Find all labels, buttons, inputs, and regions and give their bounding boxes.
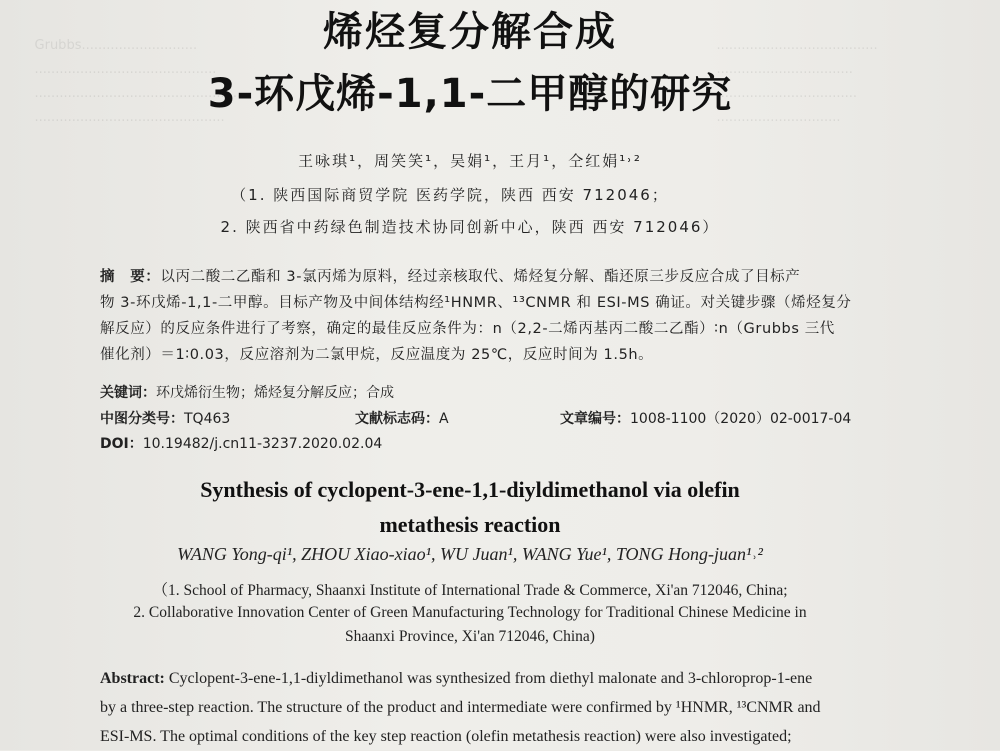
abstract-cn-label: 摘 要：: [100, 269, 161, 285]
title-cn-line1: 烯烃复分解合成: [323, 9, 617, 55]
title-cn-line2: 3-环戊烯-1,1-二甲醇的研究: [207, 71, 733, 117]
bleed-through-text-left: Grubbs............................ ............................................ ................................................... ..............................................: [34, 38, 246, 125]
keywords-value: 环戊烯衍生物；烯烃复分解反应；合成: [156, 385, 394, 401]
classification-number: 中图分类号：TQ463: [100, 411, 231, 427]
title-en-line2: metathesis reaction: [379, 512, 561, 537]
abstract-en-label: Abstract:: [100, 670, 165, 687]
authors-en: WANG Yong-qi¹, ZHOU Xiao-xiao¹, WU Juan¹, WANG Yue¹, TONG Hong-juan¹˒²: [177, 544, 763, 564]
abstract-en-line-2: by a three-step reaction. The structure of the product and intermediate were confirmed by ¹HNMR, ¹³CNMR and: [100, 699, 821, 716]
article-number: 文章编号：1008-1100（2020）02-0017-04: [560, 411, 852, 427]
affiliation-en-3: Shaanxi Province, Xi'an 712046, China): [345, 628, 595, 645]
affiliation-en-1: （1. School of Pharmacy, Shaanxi Institute of International Trade & Commerce, Xi'an 712046, China;: [152, 582, 788, 599]
abstract-en-line-1: Abstract: Cyclopent-3-ene-1,1-diyldimethanol was synthesized from diethyl malonate and 3-chloroprop-1-ene: [100, 670, 813, 687]
abstract-en-line-3: ESI-MS. The optimal conditions of the key step reaction (olefin metathesis reaction) were also investigated;: [100, 728, 792, 745]
abstract-cn-line-2: 物 3-环戊烯-1,1-二甲醇。目标产物及中间体结构经¹HNMR、¹³CNMR 和 ESI-MS 确证。对关键步骤（烯烃复分: [100, 295, 852, 311]
abstract-cn-line-4: 催化剂）＝1∶0.03，反应溶剂为二氯甲烷，反应温度为 25℃，反应时间为 1.5h。: [100, 347, 654, 363]
title-en-line1: Synthesis of cyclopent-3-ene-1,1-diyldimethanol via olefin: [200, 477, 740, 502]
abstract-en: [100, 664, 872, 751]
keywords-cn: [100, 382, 394, 402]
document-code: 文献标志码：A: [355, 411, 449, 427]
keywords-label: 关键词：: [100, 385, 156, 401]
doi: DOI：10.19482/j.cn11-3237.2020.02.04: [100, 436, 383, 452]
abstract-cn-line-1: 摘 要：以丙二酸二乙酯和 3-氯丙烯为原料，经过亲核取代、烯烃复分解、酯还原三步反应合成了目标产: [100, 269, 801, 285]
authors-cn: 王咏琪¹，周笑笑¹，吴娟¹，王月¹，仝红娟¹˒²: [298, 152, 642, 170]
abstract-cn: [100, 264, 890, 368]
bleed-through-text-right: ....................................... ................................. .................................. ..............................: [716, 38, 878, 125]
affiliation-en-2: 2. Collaborative Innovation Center of Green Manufacturing Technology for Traditional Chinese Medicine in: [133, 604, 807, 621]
affiliation-cn-1: （1. 陕西国际商贸学院 医药学院，陕西 西安 712046；: [231, 186, 669, 204]
affiliation-cn-2: 2. 陕西省中药绿色制造技术协同创新中心，陕西 西安 712046）: [220, 218, 720, 236]
abstract-cn-line-3: 解反应）的反应条件进行了考察，确定的最佳反应条件为：n（2,2-二烯丙基丙二酸二乙酯）∶n（Grubbs 三代: [100, 321, 835, 337]
